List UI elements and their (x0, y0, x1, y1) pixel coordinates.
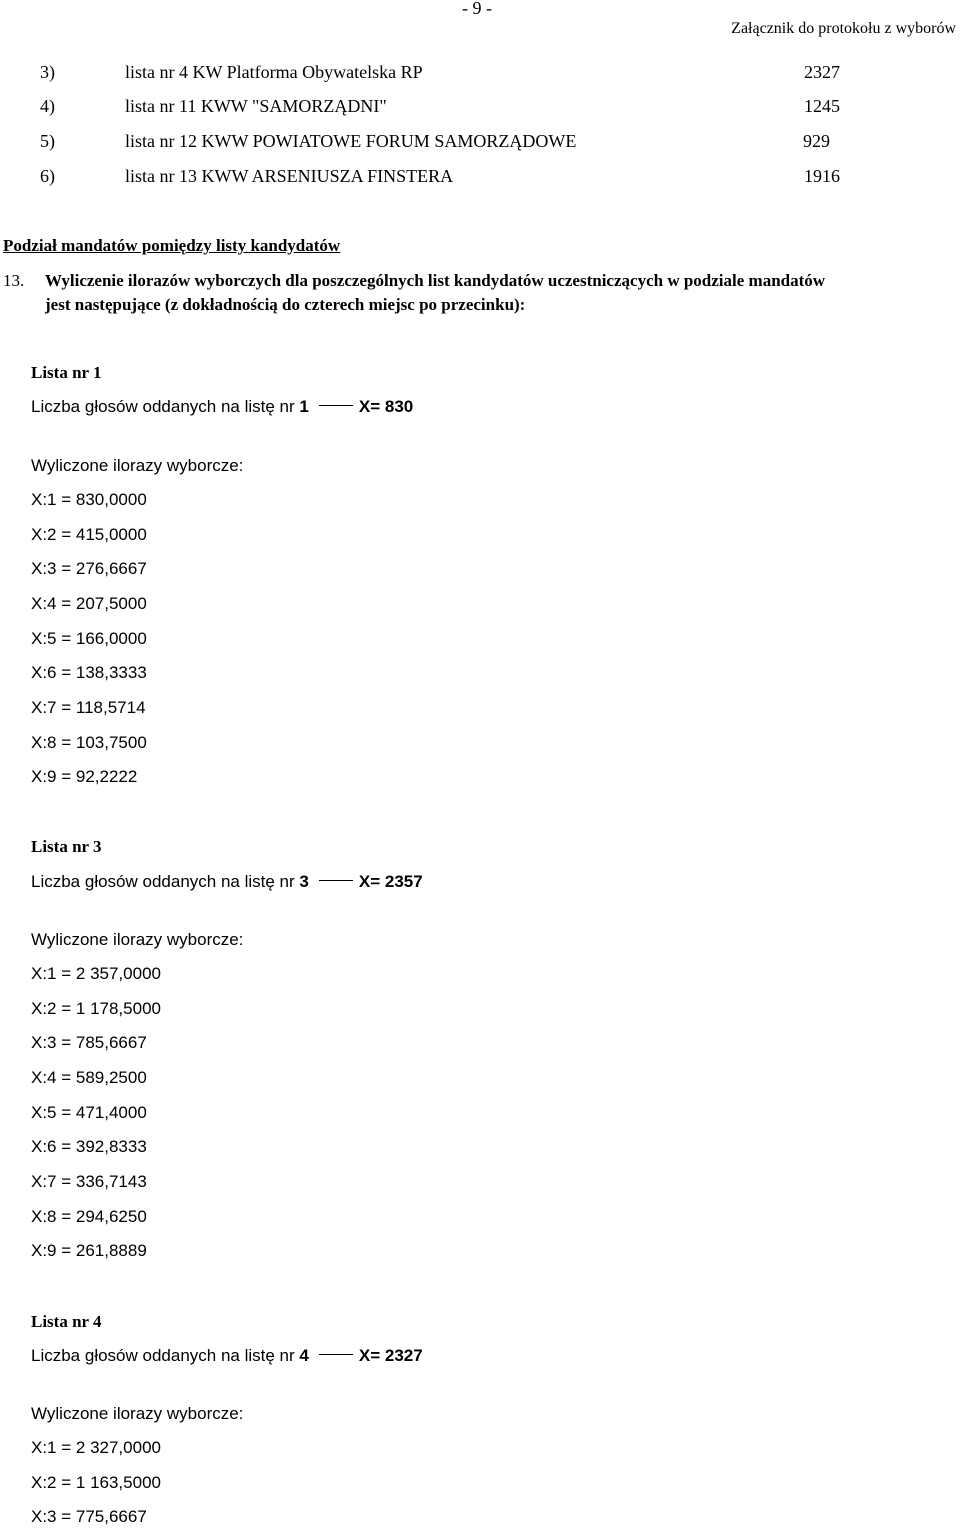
section-title: Podział mandatów pomiędzy listy kandydatów (3, 236, 341, 255)
list-title: Lista nr 3 (31, 837, 102, 856)
quotient: X:3 = 785,6667 (31, 1033, 147, 1052)
quotient: X:6 = 392,8333 (31, 1137, 147, 1156)
quotient: X:2 = 1 178,5000 (31, 999, 161, 1018)
quotient: X:9 = 261,8889 (31, 1241, 147, 1260)
quotient: X:2 = 415,0000 (31, 525, 147, 544)
item-index: 3) (40, 62, 55, 82)
quotient: X:7 = 336,7143 (31, 1172, 147, 1191)
item-label: lista nr 4 KW Platforma Obywatelska RP (125, 62, 423, 82)
quotients-label: Wyliczone ilorazy wyborcze: (31, 930, 244, 949)
quotient: X:1 = 2 357,0000 (31, 964, 161, 983)
page-number: - 9 - (462, 0, 492, 18)
item-votes: 1245 (804, 96, 840, 116)
item-index: 4) (40, 96, 55, 116)
quotients-label: Wyliczone ilorazy wyborcze: (31, 1404, 244, 1423)
quotients-label: Wyliczone ilorazy wyborcze: (31, 456, 244, 475)
x-value: X= 830 (358, 397, 414, 416)
item-index: 5) (40, 131, 55, 151)
list-number: 1 (299, 397, 309, 416)
item-label: lista nr 13 KWW ARSENIUSZA FINSTERA (125, 166, 454, 186)
dash-separator (319, 880, 353, 881)
item-index: 6) (40, 166, 55, 186)
list-number: 3 (299, 872, 309, 891)
quotient: X:9 = 92,2222 (31, 767, 138, 786)
votes-line (31, 396, 413, 417)
list-number: 4 (299, 1346, 309, 1365)
item-label: lista nr 11 KWW "SAMORZĄDNI" (125, 96, 387, 116)
votes-prefix: Liczba głosów oddanych na listę nr (31, 397, 295, 416)
quotient: X:1 = 830,0000 (31, 490, 147, 509)
quotient: X:4 = 207,5000 (31, 594, 147, 613)
dash-separator (319, 1354, 353, 1355)
paragraph-line-1: Wyliczenie ilorazów wyborczych dla poszczególnych list kandydatów uczestniczących w podziale mandatów (45, 271, 826, 290)
quotient: X:5 = 471,4000 (31, 1103, 147, 1122)
votes-prefix: Liczba głosów oddanych na listę nr (31, 1346, 295, 1365)
quotient: X:5 = 166,0000 (31, 629, 147, 648)
list-title: Lista nr 1 (31, 363, 102, 382)
paragraph-number: 13. (3, 271, 25, 290)
quotient: X:8 = 294,6250 (31, 1207, 147, 1226)
quotient: X:8 = 103,7500 (31, 733, 147, 752)
quotient: X:3 = 775,6667 (31, 1507, 147, 1526)
x-value: X= 2357 (358, 872, 423, 891)
quotient: X:3 = 276,6667 (31, 559, 147, 578)
quotient: X:4 = 589,2500 (31, 1068, 147, 1087)
item-votes: 929 (803, 131, 830, 151)
item-label: lista nr 12 KWW POWIATOWE FORUM SAMORZĄDOWE (125, 131, 577, 151)
x-value: X= 2327 (358, 1346, 423, 1365)
dash-separator (319, 405, 353, 406)
attachment-note: Załącznik do protokołu z wyborów (731, 20, 956, 37)
quotient: X:2 = 1 163,5000 (31, 1473, 161, 1492)
votes-line (31, 1345, 423, 1366)
votes-prefix: Liczba głosów oddanych na listę nr (31, 872, 295, 891)
quotient: X:6 = 138,3333 (31, 663, 147, 682)
quotient: X:7 = 118,5714 (31, 698, 146, 717)
item-votes: 1916 (804, 166, 840, 186)
paragraph-line-2: jest następujące (z dokładnością do czterech miejsc po przecinku): (45, 295, 526, 314)
list-title: Lista nr 4 (31, 1312, 102, 1331)
votes-line (31, 871, 423, 892)
item-votes: 2327 (804, 62, 840, 82)
quotient: X:1 = 2 327,0000 (31, 1438, 161, 1457)
